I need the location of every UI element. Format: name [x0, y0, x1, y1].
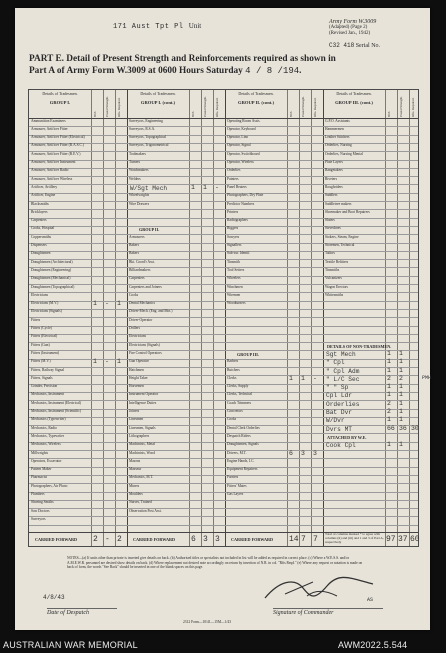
trade-label: Draughtsmen (Mechanical) [31, 276, 71, 281]
carried-forward-value: 2 [93, 535, 98, 544]
trade-label: Electricians (M.V.) [31, 301, 59, 306]
trade-label: Fire Control Operators [129, 350, 162, 355]
trade-label: Photographers, Air Photo [31, 483, 68, 488]
handwritten-trade: " Cpl [326, 359, 345, 367]
count-electricians-mv: 1 [117, 300, 121, 308]
carried-forward-label: CARRIED FORWARD [35, 537, 78, 542]
carried-forward-value: - [105, 535, 110, 544]
count-clerks: 1 [289, 374, 293, 382]
serial-line [329, 42, 380, 49]
signature-code: AS [367, 597, 374, 603]
subcolumn-header: Posted Strength. [105, 96, 109, 117]
trade-label: Fitters (Instrument) [31, 350, 60, 355]
trade-label: Stevedores [325, 226, 341, 231]
trade-label: Sawyers [227, 234, 240, 239]
trade-label: Draughtsmen (Engineering) [31, 267, 72, 272]
column-header-group: GROUP II. (cont.) [238, 100, 274, 106]
trade-label: Plate Layers [325, 160, 343, 164]
printer-line: 2312 Form—10/41—15M—1/43 [183, 620, 232, 624]
trade-label: Coppersmiths [31, 234, 51, 239]
form-id [329, 19, 376, 37]
carried-forward-value: 2 [117, 535, 122, 544]
count-non-tradesmen: 2 [387, 408, 391, 415]
trade-label: Cooks, Hospital [31, 226, 55, 231]
column-header-1 [29, 92, 91, 106]
count-non-tradesmen: 1 [399, 416, 403, 424]
count-fitters-mv: 1 [117, 358, 121, 366]
count-non-tradesmen: 1 [387, 349, 391, 357]
trade-label: Orderlies, Nursing Mental [325, 151, 363, 156]
trade-label: Signallers [227, 243, 242, 247]
commander-signature [255, 574, 385, 604]
subcolumn-header: Rfts. Required. [215, 97, 219, 117]
subcolumn-header: Posted Strength. [203, 96, 207, 117]
trade-label: Fitters' Mates [227, 483, 247, 488]
signature-label: Signature of Commander [273, 608, 383, 616]
trade-label: Armourer, Artificer Fitter (R.E.V.) [31, 151, 81, 156]
carried-forward-label: CARRIED FORWARD [133, 537, 176, 542]
trade-label: Electricians (Signals) [31, 309, 62, 314]
trade-label: Farriers [227, 475, 239, 480]
carried-forward-value: 7 [313, 535, 318, 544]
count-non-tradesmen: 2 [399, 374, 403, 382]
trade-label: Artificer, Artillery [31, 184, 58, 189]
carried-forward-label: CARRIED FORWARD [231, 537, 274, 542]
trade-label: Mechanics, Radio [31, 425, 57, 430]
total-instruction: Total of columns marked * to agree with columns (ii) and (iii) and 1 and 3 of Part A, respectively [325, 532, 384, 544]
trade-label: Armourer, Artificer Instrument [31, 160, 76, 164]
count-clerks: - [313, 374, 317, 382]
trade-label: Mechanics, Typewriter [31, 433, 65, 438]
carried-forward-total: 60 [410, 535, 420, 544]
count-non-tradesmen: 1 [387, 416, 391, 424]
trade-label: Toolmakers [129, 151, 146, 156]
trade-label: Artificer, Engine [31, 193, 56, 198]
trade-label: Operator, Signal [227, 143, 251, 148]
count-non-tradesmen: 1 [387, 383, 391, 391]
trade-label: Operator, Wireless [227, 160, 254, 164]
trade-label: Operator, Lino [227, 135, 249, 140]
subcolumn-header: W.E. [289, 110, 293, 117]
handwritten-trade: W/Dvr [326, 417, 345, 425]
trade-label: Dental Mechanics [129, 301, 156, 306]
form-adapted: (Adapted) (Page 2) [329, 25, 368, 30]
trade-label: Panel Beaters [227, 184, 247, 189]
trade-label: Dental Clerk Orderlies [227, 425, 260, 430]
trade-label: Concretors [227, 409, 243, 413]
trade-label: Mechanics, Wireless [31, 442, 61, 447]
trade-label: Mechanics, Instrument (Electrical) [31, 400, 81, 405]
trade-label: Bakers [129, 251, 139, 256]
column-header-details: Details of Tradesmen. [140, 91, 176, 96]
handwritten-trade: Cook Cpl [326, 442, 356, 450]
trade-label: Stokers, Steam, Engine [325, 234, 359, 239]
trade-label: Turners [129, 160, 141, 164]
count-non-tradesmen: 1 [399, 358, 403, 366]
trade-label: Printers [227, 209, 239, 214]
trade-label: Linesmen [129, 417, 144, 422]
trade-label: Gas Layers [227, 492, 244, 496]
count-fitters-mv: 1 [93, 358, 97, 366]
trade-label: Miners [129, 483, 140, 488]
row-rule [29, 525, 418, 526]
trade-label: Saw Doctors [31, 508, 50, 513]
trade-label: Machinists, Wood [129, 450, 155, 455]
trade-label: Winchmen [227, 284, 243, 289]
trade-label: Gun Operator [129, 359, 149, 364]
group-heading: DETAILS OF NON-TRADESMEN. [327, 343, 392, 349]
title-line-2: Part A of Army Form W.3009 at 0600 Hours Saturday 4 / 8 /194. [29, 66, 302, 76]
trade-label: Drivers, M.T. [227, 450, 247, 455]
trade-label: Radiographers [227, 218, 248, 223]
subcolumn-header: W.E. [387, 110, 391, 117]
title-line-1: PART E. Detail of Present Strength and Reinforcements required as shown in [29, 54, 336, 64]
trade-label: G.P.O. Assistants [325, 118, 350, 123]
trade-label: Plumbers [31, 492, 45, 496]
count-non-tradesmen: 2 [387, 374, 391, 382]
trade-label: Surveyors, R.S.A. [129, 126, 156, 131]
trade-label: Watchmakers [129, 168, 149, 173]
count-non-tradesmen: 1 [387, 366, 391, 374]
trade-label: Nurses, Trained [129, 500, 152, 505]
form-title [29, 53, 421, 77]
trade-label: Joiners [129, 409, 140, 413]
count-drivers: 6 [289, 449, 293, 457]
trade-label: Masseur [129, 467, 142, 472]
trade-label: Surveyors, Engineering [129, 118, 163, 123]
trade-label: Armourers [129, 234, 145, 239]
trade-label: Leather Stitchers [325, 135, 350, 140]
count-electricians-mv: 1 [93, 300, 97, 308]
count-non-tradesmen: 1 [399, 408, 403, 415]
trade-label: Roughriders [325, 184, 343, 189]
trade-label: Fitters, Signals [31, 375, 53, 380]
title-date: 4 / 8 /194 [245, 66, 300, 76]
trade-label: Welders [129, 176, 141, 181]
count-non-tradesmen: 1 [399, 349, 403, 357]
trade-label: Armourer, Artificer Radio [31, 168, 69, 173]
trade-label: Millwrights [31, 450, 48, 455]
count-non-tradesmen: 30 [411, 424, 419, 432]
count-electricians-mv: - [105, 300, 109, 308]
trade-label: Tinsmiths [325, 267, 340, 272]
trade-label: Horsemen [129, 384, 144, 389]
trade-label: Tailors [325, 251, 335, 256]
trade-label: Surveyors [31, 516, 46, 521]
trade-label: Draughtsmen (Architectural) [31, 259, 73, 264]
trade-label: Wagon Erectors [325, 284, 348, 289]
column-header-3 [225, 92, 287, 106]
trade-label: Whitesmiths [325, 292, 344, 297]
trade-label: Machinists, Metal [129, 442, 155, 447]
trade-label: Armourer, Artificer Fitter (R.A.S.C.) [31, 143, 84, 148]
trade-label: Draughtsmen, Signals [227, 442, 259, 447]
trade-label: Bricklayers [31, 209, 48, 214]
trade-label: Ammunition Examiners [31, 118, 66, 123]
count-non-tradesmen: 1 [399, 399, 403, 407]
strength-table [28, 89, 432, 547]
carried-forward-value: 3 [203, 535, 208, 544]
trade-label: Grinder, Precision [31, 384, 58, 389]
unit-value: 171 Aust Tpt Pl [113, 23, 184, 31]
column-header-group: GROUP I. (cont.) [140, 100, 176, 106]
trade-label: Carpenters [129, 276, 145, 281]
column-header-details: Details of Tradesmen. [42, 91, 78, 96]
trade-label: Pharmacist [31, 475, 47, 480]
trade-label: Storemen, Technical [325, 243, 355, 247]
trade-label: Hammermen [325, 126, 344, 131]
trade-label: Engine Hands, I.C. [227, 458, 255, 463]
unit-line [113, 22, 201, 31]
trade-label: Operator, Switchboard [227, 151, 260, 156]
trade-label: Instrument Operator [129, 392, 159, 397]
column-header-2 [127, 92, 189, 106]
unit-label: Unit [188, 22, 202, 30]
trade-label: Textile Refitters [325, 259, 349, 264]
subcolumn-header: Rfts. Required. [411, 97, 415, 117]
trade-label: Clerks, Supply [227, 384, 249, 389]
subcolumn-header: Posted Strength. [301, 96, 305, 117]
column-header-group: GROUP I. [49, 100, 71, 106]
subcolumn-header: Posted Strength. [399, 96, 403, 117]
trade-label: Fitters (Cycle) [31, 326, 52, 330]
trade-label: Mechanics, M.T. [129, 475, 154, 480]
count-sgt-mech: 1 [191, 183, 195, 191]
trade-label: Saddletree makers [325, 201, 352, 206]
count-non-tradesmen: 1 [387, 391, 391, 399]
count-sgt-mech: 1 [203, 183, 207, 191]
count-non-tradesmen: 1 [387, 441, 391, 449]
trade-label: Electricians [129, 334, 146, 339]
trade-label: Fitters (Gun) [31, 342, 50, 347]
trade-label: Fitters (Electrical) [31, 334, 58, 339]
despatch-date: 4/8/43 [43, 594, 65, 601]
trade-label: Wheelers [227, 276, 241, 281]
handwritten-trade: Bat Dvr [326, 409, 352, 416]
subcolumn-header: W.E. [191, 110, 195, 117]
form-revised: (Revised Jan., 1942) [329, 31, 371, 36]
group-heading: GROUP II. [139, 227, 160, 233]
trade-label: Lithographers [129, 433, 150, 438]
column-header-group: GROUP III. (cont.) [335, 100, 373, 106]
handwritten-trade: Cpl Ldr [326, 392, 352, 400]
form-page [15, 8, 430, 630]
trade-label: Surveyors, Trigonometrical [129, 143, 169, 148]
trade-label: Painters [227, 176, 239, 181]
count-non-tradesmen: 1 [399, 383, 403, 391]
trade-label: Driver-Operator [129, 317, 153, 322]
trade-label: Orderlies [227, 168, 241, 173]
trade-label: Clerks [227, 375, 237, 380]
count-fitters-mv: - [105, 358, 109, 366]
trade-label: Wheelwrights [129, 193, 150, 198]
trade-label: Bkt. Coord'r Asst. [129, 259, 155, 264]
trade-label: Saddlers [325, 193, 338, 198]
trade-label: Armourer, Artificer Fitter [31, 126, 68, 131]
group-heading: GROUP III. [237, 351, 259, 357]
trade-label: Riveters [325, 176, 337, 181]
trade-label: Predictor Numbers [227, 201, 255, 206]
trade-label: Barbers [227, 359, 239, 364]
trade-label: Sub-sur. Identif. [227, 251, 251, 256]
handwritten-trade: W/Sgt Mech [130, 184, 168, 192]
trade-label: Mechanics, Instrument (Scientific) [31, 409, 81, 413]
trade-label: Dispensers [31, 243, 47, 247]
handwritten-trade: Orderlies [326, 400, 360, 408]
trade-label: Clerks, Technical [227, 392, 253, 397]
trade-label: Coach Trimmers [227, 400, 252, 405]
trade-label: Armourer, Artificer Fitter (Electrical) [31, 135, 85, 140]
trade-label: Intelligence Duties [129, 400, 157, 405]
trade-label: Electricians [31, 292, 48, 297]
trade-label: Cooks [129, 292, 139, 297]
column-header-4 [323, 92, 385, 106]
carried-forward-value: 6 [191, 535, 196, 544]
trade-label: Tinsmith [227, 259, 240, 264]
subcolumn-header: Rfts. Required. [313, 97, 317, 117]
serial-value: C32 418 [329, 42, 355, 49]
count-drivers: 3 [301, 449, 305, 457]
trade-label: Hatchmen [129, 367, 144, 372]
trade-label: Draughtsmen (Topographical) [31, 284, 75, 289]
count-non-tradesmen: 66 [387, 424, 395, 432]
trade-label: Observation Post Asst. [129, 508, 162, 513]
trade-label: Carpenters [31, 218, 47, 223]
subcolumn-header: Rfts. Required. [117, 97, 121, 117]
trade-label: Fitters, Railway Signal [31, 367, 65, 372]
carried-forward-total: 37 [398, 535, 408, 544]
handwritten-trade: " L/C Sec [326, 375, 360, 383]
column-header-details: Details of Tradesmen. [336, 91, 372, 96]
trade-label: Tool Setters [227, 267, 245, 272]
count-non-tradesmen: 1 [399, 366, 403, 374]
trade-label: Billiardmakers [129, 267, 151, 272]
row-note: PMH [422, 375, 432, 382]
count-sgt-mech: - [215, 183, 219, 191]
handwritten-trade: " Cpl Adm [326, 367, 360, 375]
trade-label: Operator, Keyboard [227, 126, 256, 131]
count-non-tradesmen: 1 [399, 441, 403, 449]
trade-label: Mechanics, Instrument [31, 392, 64, 397]
trade-label: Photographers, Dry Plate [227, 193, 264, 198]
trade-label: Equipment Repairers [227, 467, 258, 472]
subcolumn-header: W.E. [93, 110, 97, 117]
trade-label: Wiremen [227, 292, 241, 297]
trade-label: Shoeing Smiths [31, 500, 54, 505]
count-non-tradesmen: 2 [387, 399, 391, 407]
trade-label: Draughtsmen [31, 251, 51, 256]
count-non-tradesmen: 36 [399, 424, 407, 432]
trade-label: Vulcanizers [325, 276, 342, 281]
trade-label: Surveyors, Topographical [129, 135, 167, 140]
despatch-label: Date of Despatch [47, 608, 117, 616]
trade-label: Drillers [129, 326, 140, 330]
group-heading: ATTACHED BY W.E. [327, 434, 367, 440]
trade-label: Riggers [227, 226, 239, 231]
form-name: Army Form W.3009 [329, 19, 377, 25]
trade-label: Wire Drawers [129, 201, 150, 206]
trade-label: Masons [129, 458, 141, 463]
trade-label: Shoemaker and Boot Repairers [325, 209, 370, 214]
carried-forward-total: 97 [386, 535, 396, 544]
trade-label: Blacksmiths [31, 201, 49, 206]
trade-label: Pattern Maker [31, 467, 52, 472]
count-drivers: 3 [313, 449, 317, 457]
trade-label: Despatch Riders [227, 433, 251, 438]
trade-label: Carpenters and Joiners [129, 284, 162, 289]
carried-forward-value: 14 [289, 535, 299, 544]
footer-archive-id: AWM2022.5.544 [338, 640, 408, 650]
trade-label: Linesmen, Signals [129, 425, 156, 430]
trade-label: Cooks [227, 417, 237, 422]
trade-label: Operating Room Assts. [227, 118, 261, 123]
trade-label: Fitters (M.V.) [31, 359, 51, 364]
trade-label: Moulders [129, 492, 143, 496]
handwritten-trade: Dvrs MT [326, 425, 352, 433]
form-notes: NOTES—(a) If units other than private is inserted give details on back. (b) Authorised titles or specialists not included in list will be added as required in correct place. (c) Where a W.E.S.S. and/or A.M.E.W.R. personnel are desired show details on back. (d) Where replacement not desired note accordingly on return by insertion of N.R. in col. "Rfts Reqd." (e) Where any request or notation is made on back of form, the words "See Back" should be inserted in one of the blank spaces on this page. [67, 556, 363, 570]
count-clerks: 1 [301, 374, 305, 382]
column-header-details: Details of Tradesmen. [238, 91, 274, 96]
trade-label: Armourer, Artificer Wireless [31, 176, 73, 181]
trade-label: Fitters [31, 317, 41, 322]
trade-label: Electricians (Signals) [129, 342, 160, 347]
carried-forward-value: 7 [301, 535, 306, 544]
trade-label: Driver-Mech. (Eng. and Mot.) [129, 309, 173, 314]
trade-label: Woodturners [227, 301, 246, 306]
trade-label: Orderlies, Nursing [325, 143, 352, 148]
trade-label: Height Taker [129, 375, 148, 380]
trade-label: Operators, Excavator [31, 458, 62, 463]
carried-forward-value: 3 [215, 535, 220, 544]
trade-label: Butchers [227, 367, 240, 372]
handwritten-trade: Sgt Mech [326, 350, 356, 358]
handwritten-trade: " " Sp [326, 384, 349, 392]
count-non-tradesmen: 1 [399, 391, 403, 399]
trade-label: Bakers [129, 243, 139, 247]
footer-archive-name: AUSTRALIAN WAR MEMORIAL [3, 640, 138, 650]
count-non-tradesmen: 1 [387, 358, 391, 366]
trade-label: Slaters [325, 218, 335, 223]
trade-label: Rangetakers [325, 168, 343, 173]
trade-label: Mechanics (Typewriter) [31, 417, 66, 422]
serial-label: Serial No. [355, 43, 381, 49]
